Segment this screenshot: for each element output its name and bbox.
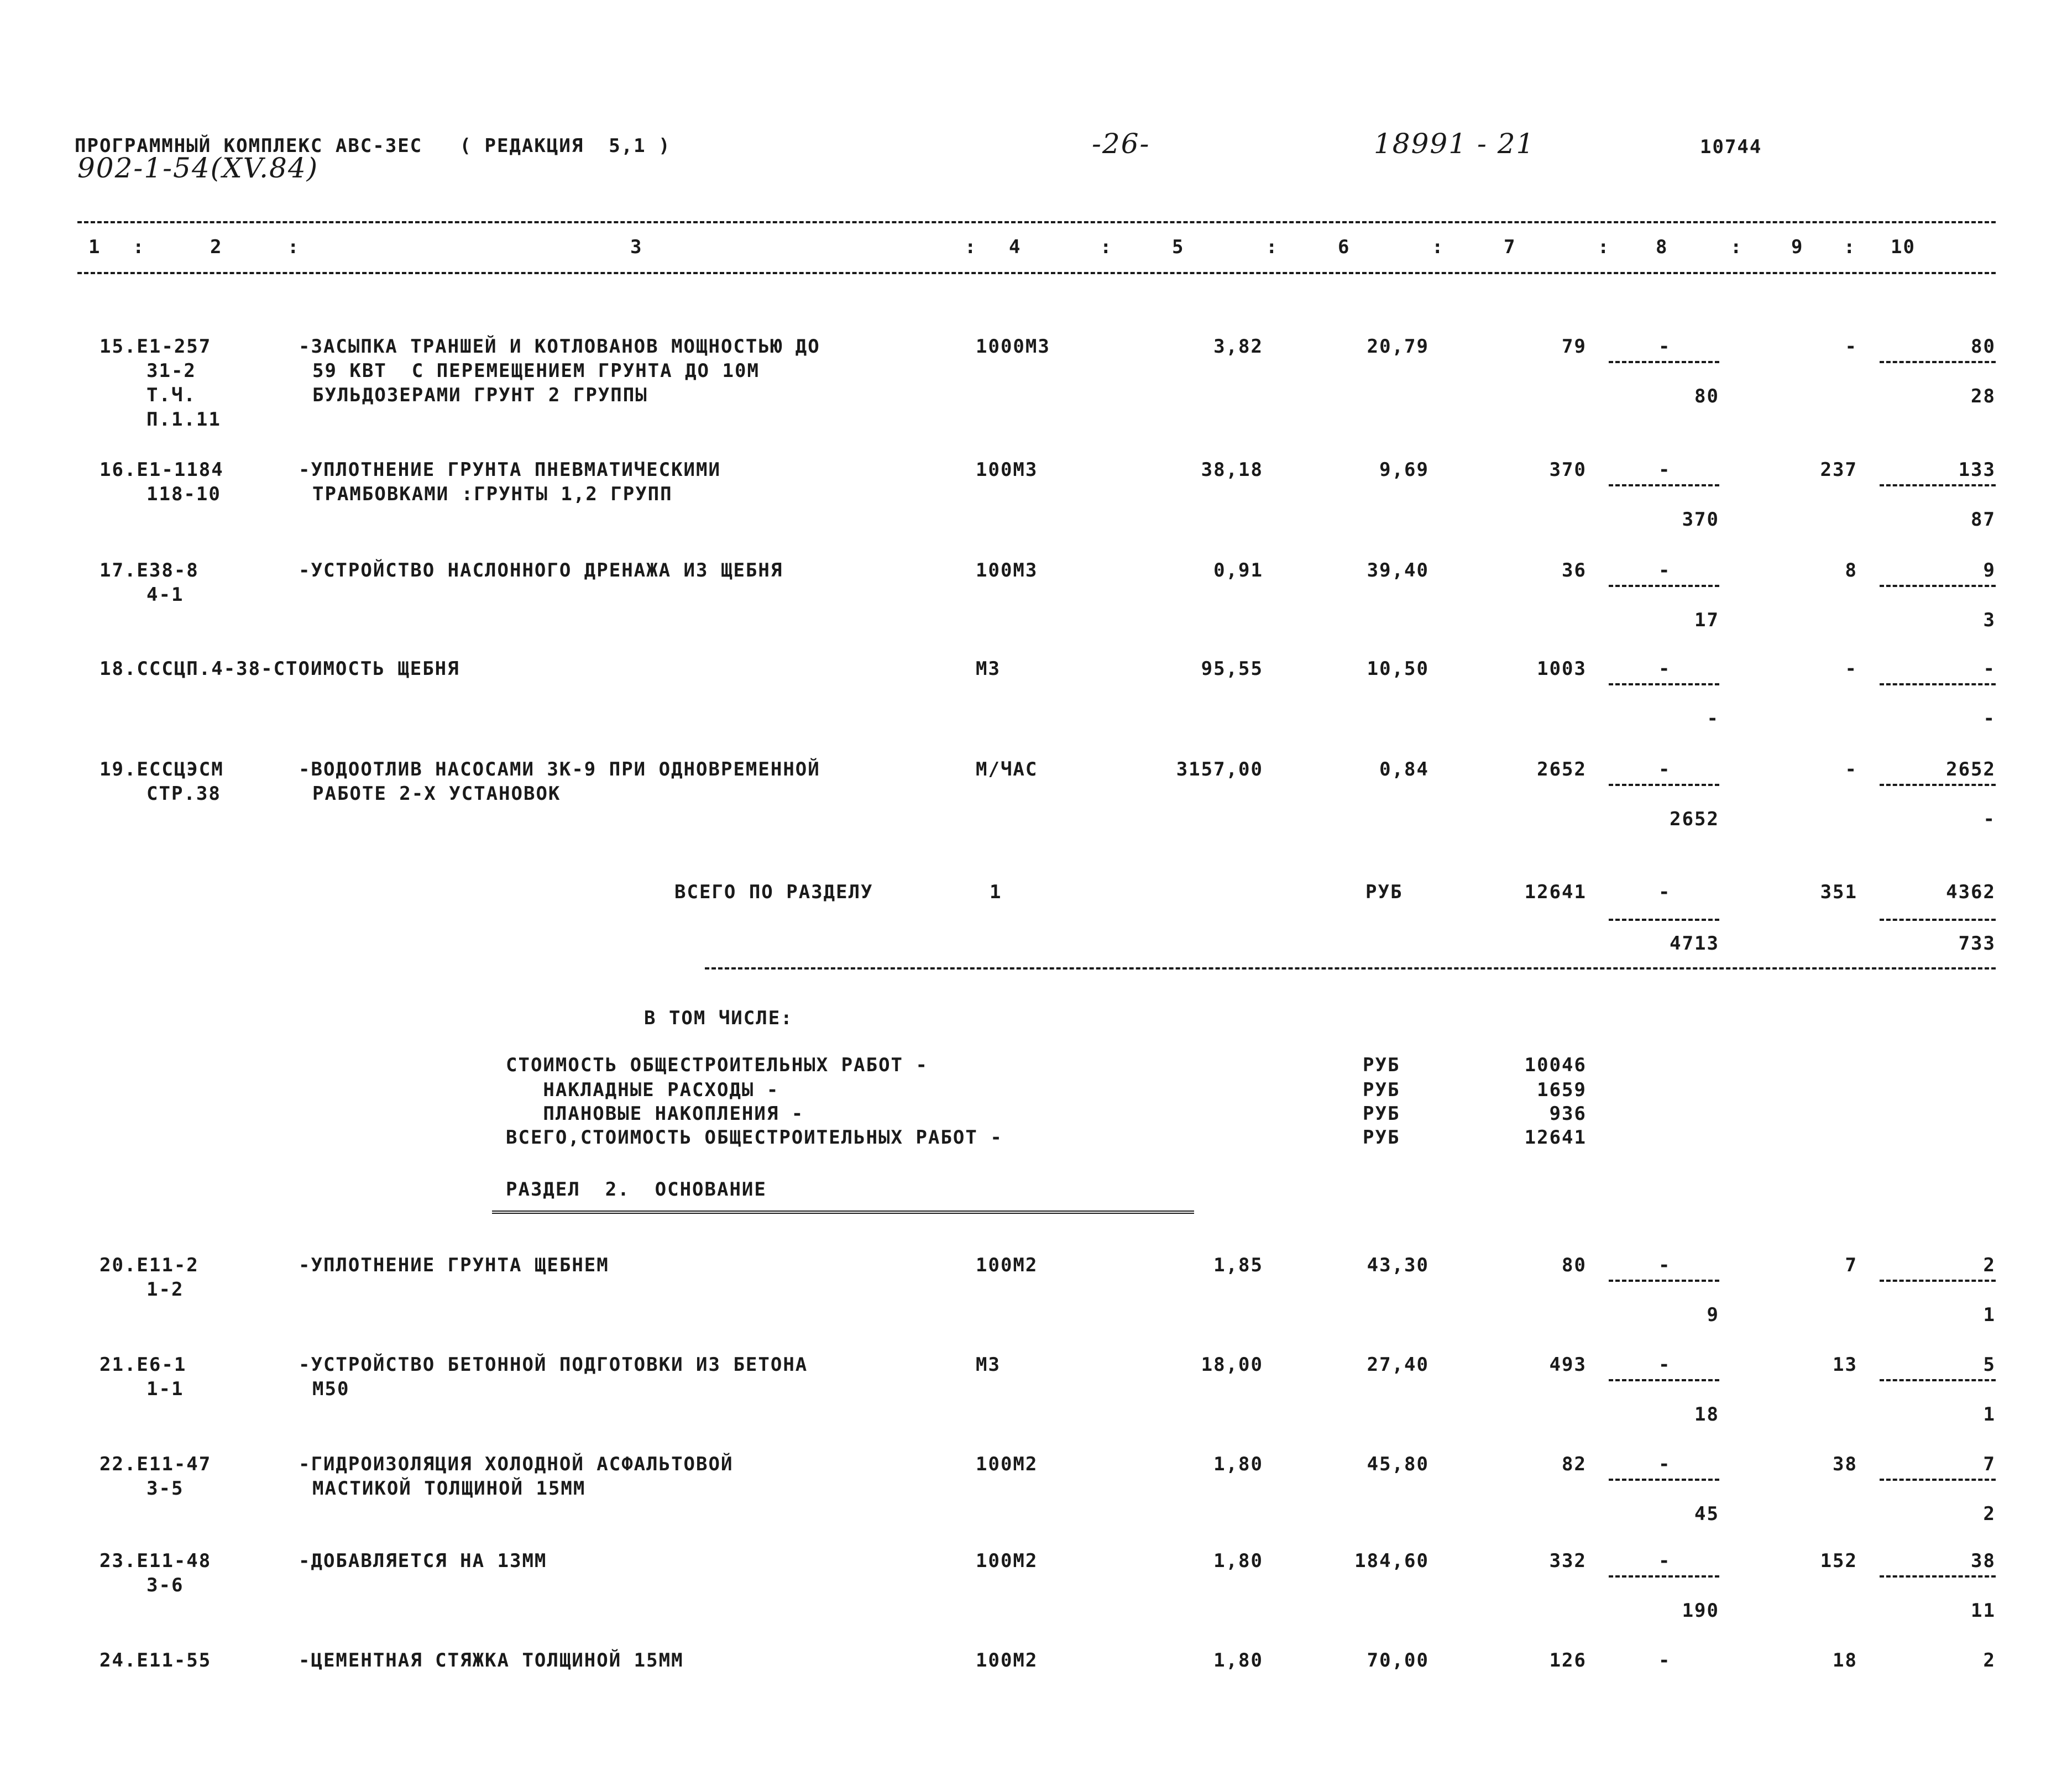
row-unit: 100М3 bbox=[976, 459, 1038, 481]
col-6: 6 bbox=[1338, 236, 1351, 258]
row-col8-sub: 9 bbox=[1707, 1304, 1719, 1326]
row-col10-sub: 87 bbox=[1971, 509, 1996, 531]
including-unit: РУБ bbox=[1363, 1054, 1400, 1076]
row-col8: - bbox=[1658, 1550, 1671, 1572]
col-sep: : bbox=[1844, 236, 1856, 258]
row-col10-rule bbox=[1880, 784, 1996, 786]
including-label: НАКЛАДНЫЕ РАСХОДЫ - bbox=[506, 1079, 779, 1101]
row-price: 184,60 bbox=[1354, 1550, 1429, 1572]
row-col10-sub: - bbox=[1983, 808, 1996, 830]
row-number: 18.СССЦП.4-38-СТОИМОСТЬ ЩЕБНЯ bbox=[100, 658, 460, 680]
row-number: 15.Е1-257 bbox=[100, 336, 212, 358]
col-4: 4 bbox=[1009, 236, 1022, 258]
row-quantity: 0,91 bbox=[1213, 559, 1263, 581]
row-col10: 9 bbox=[1983, 559, 1996, 581]
row-col10-sub: - bbox=[1983, 708, 1996, 730]
row-price: 9,69 bbox=[1379, 459, 1429, 481]
row-price: 45,80 bbox=[1367, 1453, 1429, 1475]
col-10: 10 bbox=[1891, 236, 1916, 258]
row-col10: 2652 bbox=[1946, 758, 1996, 780]
row-col10-sub: 28 bbox=[1971, 385, 1996, 407]
row-price: 10,50 bbox=[1367, 658, 1429, 680]
row-code: 3-6 bbox=[146, 1574, 184, 1596]
row-col8: - bbox=[1658, 336, 1671, 358]
row-price: 20,79 bbox=[1367, 336, 1429, 358]
row-col8-sub: 17 bbox=[1694, 609, 1719, 631]
row-code: СТР.38 bbox=[146, 783, 221, 805]
row-unit: М3 bbox=[976, 1354, 1001, 1376]
row-col9: 8 bbox=[1845, 559, 1857, 581]
row-total: 80 bbox=[1562, 1254, 1587, 1276]
section-total-c10: 4362 bbox=[1946, 881, 1996, 903]
row-price: 0,84 bbox=[1379, 758, 1429, 780]
row-col8-rule bbox=[1609, 784, 1719, 786]
section-total-c9: 351 bbox=[1820, 881, 1857, 903]
row-col8-sub: 45 bbox=[1694, 1503, 1719, 1525]
row-description: МАСТИКОЙ ТОЛЩИНОЙ 15ММ bbox=[312, 1477, 586, 1500]
row-col10-rule bbox=[1880, 1280, 1996, 1282]
row-code: Т.Ч. bbox=[146, 384, 196, 406]
section-total-c8b: 4713 bbox=[1670, 932, 1719, 955]
row-col10-rule bbox=[1880, 361, 1996, 363]
row-quantity: 95,55 bbox=[1201, 658, 1263, 680]
row-unit: М3 bbox=[976, 658, 1001, 680]
row-col8-sub: 370 bbox=[1682, 509, 1719, 531]
col-sep: : bbox=[965, 236, 977, 258]
row-description: 59 КВТ С ПЕРЕМЕЩЕНИЕМ ГРУНТА ДО 10М bbox=[312, 360, 760, 382]
row-number: 20.Е11-2 bbox=[100, 1254, 199, 1276]
row-col8: - bbox=[1658, 559, 1671, 581]
header-rule-bottom bbox=[77, 272, 1996, 274]
row-number: 22.Е11-47 bbox=[100, 1453, 212, 1475]
col-sep: : bbox=[133, 236, 145, 258]
row-description: ТРАМБОВКАМИ :ГРУНТЫ 1,2 ГРУПП bbox=[312, 483, 673, 505]
row-description: М50 bbox=[312, 1378, 350, 1400]
row-description: -ЦЕМЕНТНАЯ СТЯЖКА ТОЛЩИНОЙ 15ММ bbox=[299, 1649, 684, 1672]
row-quantity: 3,82 bbox=[1213, 336, 1263, 358]
col-sep: : bbox=[1598, 236, 1610, 258]
row-code: 118-10 bbox=[146, 483, 221, 505]
row-col10-sub: 1 bbox=[1983, 1304, 1996, 1326]
row-quantity: 1,85 bbox=[1213, 1254, 1263, 1276]
row-col8-sub: - bbox=[1707, 708, 1719, 730]
including-unit: РУБ bbox=[1363, 1103, 1400, 1125]
row-col10: 2 bbox=[1983, 1649, 1996, 1672]
col-sep: : bbox=[1266, 236, 1279, 258]
section-2-title: РАЗДЕЛ 2. ОСНОВАНИЕ bbox=[506, 1178, 767, 1201]
row-number: 24.Е11-55 bbox=[100, 1649, 212, 1672]
row-description: -УПЛОТНЕНИЕ ГРУНТА ПНЕВМАТИЧЕСКИМИ bbox=[299, 459, 721, 481]
row-total: 36 bbox=[1562, 559, 1587, 581]
section-total-unit: РУБ bbox=[1365, 881, 1403, 903]
row-col8-rule bbox=[1609, 484, 1719, 486]
row-total: 79 bbox=[1562, 336, 1587, 358]
row-total: 2652 bbox=[1537, 758, 1587, 780]
row-col8-sub: 2652 bbox=[1670, 808, 1719, 830]
section-total-number: 1 bbox=[990, 881, 1002, 903]
col-9: 9 bbox=[1791, 236, 1804, 258]
row-col10-rule bbox=[1880, 1479, 1996, 1481]
row-col10: 5 bbox=[1983, 1354, 1996, 1376]
row-price: 43,30 bbox=[1367, 1254, 1429, 1276]
including-label: СТОИМОСТЬ ОБЩЕСТРОИТЕЛЬНЫХ РАБОТ - bbox=[506, 1054, 928, 1076]
row-col10-rule bbox=[1880, 1379, 1996, 1381]
col-sep: : bbox=[1730, 236, 1743, 258]
row-col8: - bbox=[1658, 658, 1671, 680]
row-description: БУЛЬДОЗЕРАМИ ГРУНТ 2 ГРУППЫ bbox=[312, 384, 648, 406]
including-value: 1659 bbox=[1537, 1079, 1587, 1101]
row-col10-rule bbox=[1880, 585, 1996, 587]
row-total: 332 bbox=[1549, 1550, 1587, 1572]
including-value: 936 bbox=[1549, 1103, 1587, 1125]
including-unit: РУБ bbox=[1363, 1126, 1400, 1149]
row-total: 1003 bbox=[1537, 658, 1587, 680]
section-total-c10-rule bbox=[1880, 919, 1996, 921]
row-total: 82 bbox=[1562, 1453, 1587, 1475]
row-code: 1-2 bbox=[146, 1278, 184, 1301]
page-number: -26- bbox=[1092, 128, 1150, 160]
row-col10: 38 bbox=[1971, 1550, 1996, 1572]
row-col10-rule bbox=[1880, 484, 1996, 486]
row-col8-sub: 18 bbox=[1694, 1403, 1719, 1426]
row-col8: - bbox=[1658, 1254, 1671, 1276]
row-col10: 2 bbox=[1983, 1254, 1996, 1276]
including-value: 10046 bbox=[1524, 1054, 1587, 1076]
section-total-label: ВСЕГО ПО РАЗДЕЛУ bbox=[674, 881, 873, 903]
row-col10-sub: 2 bbox=[1983, 1503, 1996, 1525]
section-total-c8-rule bbox=[1609, 919, 1719, 921]
section-total-c10b: 733 bbox=[1958, 932, 1996, 955]
row-col8-rule bbox=[1609, 1280, 1719, 1282]
row-col10: - bbox=[1983, 658, 1996, 680]
row-total: 126 bbox=[1549, 1649, 1587, 1672]
col-1: 1 bbox=[88, 236, 101, 258]
row-col10-rule bbox=[1880, 1575, 1996, 1578]
col-2: 2 bbox=[210, 236, 223, 258]
document-code: 10744 bbox=[1700, 136, 1762, 158]
col-7: 7 bbox=[1504, 236, 1516, 258]
row-code: П.1.11 bbox=[146, 408, 221, 431]
row-total: 370 bbox=[1549, 459, 1587, 481]
row-quantity: 18,00 bbox=[1201, 1354, 1263, 1376]
row-price: 70,00 bbox=[1367, 1649, 1429, 1672]
row-number: 21.Е6-1 bbox=[100, 1354, 187, 1376]
row-col9: 38 bbox=[1833, 1453, 1857, 1475]
row-col10-sub: 1 bbox=[1983, 1403, 1996, 1426]
row-unit: 1000М3 bbox=[976, 336, 1050, 358]
project-number: 902-1-54(XV.84) bbox=[77, 152, 319, 184]
row-col10-rule bbox=[1880, 683, 1996, 685]
col-5: 5 bbox=[1172, 236, 1185, 258]
row-code: 4-1 bbox=[146, 584, 184, 606]
row-unit: 100М2 bbox=[976, 1550, 1038, 1572]
col-sep: : bbox=[287, 236, 300, 258]
row-col10-sub: 11 bbox=[1971, 1600, 1996, 1622]
including-unit: РУБ bbox=[1363, 1079, 1400, 1101]
row-col8-sub: 80 bbox=[1694, 385, 1719, 407]
including-title: В ТОМ ЧИСЛЕ: bbox=[644, 1007, 793, 1029]
row-col10-sub: 3 bbox=[1983, 609, 1996, 631]
row-unit: 100М2 bbox=[976, 1649, 1038, 1672]
document-number: 18991 - 21 bbox=[1374, 128, 1535, 160]
row-description: -ВОДООТЛИВ НАСОСАМИ ЗК-9 ПРИ ОДНОВРЕМЕННОЙ bbox=[299, 758, 820, 780]
row-col8-rule bbox=[1609, 683, 1719, 685]
row-description: -ДОБАВЛЯЕТСЯ НА 13ММ bbox=[299, 1550, 547, 1572]
program-title: ПРОГРАММНЫЙ КОМПЛЕКС АВС-3ЕС ( РЕДАКЦИЯ 5,1 ) bbox=[75, 135, 671, 157]
row-code: 1-1 bbox=[146, 1378, 184, 1400]
row-col8-rule bbox=[1609, 1379, 1719, 1381]
row-col8-rule bbox=[1609, 585, 1719, 587]
row-col9: 13 bbox=[1833, 1354, 1857, 1376]
row-col9: - bbox=[1845, 658, 1857, 680]
header-rule-top bbox=[77, 221, 1996, 223]
row-col8-rule bbox=[1609, 1575, 1719, 1578]
row-col8: - bbox=[1658, 758, 1671, 780]
row-col9: - bbox=[1845, 336, 1857, 358]
row-description: -УПЛОТНЕНИЕ ГРУНТА ЩЕБНЕМ bbox=[299, 1254, 609, 1276]
including-label: ПЛАНОВЫЕ НАКОПЛЕНИЯ - bbox=[506, 1103, 804, 1125]
row-col9: 7 bbox=[1845, 1254, 1857, 1276]
row-quantity: 1,80 bbox=[1213, 1453, 1263, 1475]
row-unit: 100М2 bbox=[976, 1453, 1038, 1475]
row-col8-rule bbox=[1609, 1479, 1719, 1481]
row-col9: - bbox=[1845, 758, 1857, 780]
row-col8: - bbox=[1658, 1354, 1671, 1376]
row-quantity: 3157,00 bbox=[1176, 758, 1263, 780]
section-total-rule bbox=[705, 967, 1996, 970]
row-description: -ГИДРОИЗОЛЯЦИЯ ХОЛОДНОЙ АСФАЛЬТОВОЙ bbox=[299, 1453, 734, 1475]
row-quantity: 1,80 bbox=[1213, 1550, 1263, 1572]
row-code: 3-5 bbox=[146, 1477, 184, 1500]
col-sep: : bbox=[1100, 236, 1113, 258]
including-label: ВСЕГО,СТОИМОСТЬ ОБЩЕСТРОИТЕЛЬНЫХ РАБОТ - bbox=[506, 1126, 1003, 1149]
row-col10: 80 bbox=[1971, 336, 1996, 358]
section-total-c8: - bbox=[1658, 881, 1671, 903]
row-col8: - bbox=[1658, 1453, 1671, 1475]
row-quantity: 38,18 bbox=[1201, 459, 1263, 481]
row-number: 17.Е38-8 bbox=[100, 559, 199, 581]
row-number: 16.Е1-1184 bbox=[100, 459, 224, 481]
row-quantity: 1,80 bbox=[1213, 1649, 1263, 1672]
col-8: 8 bbox=[1656, 236, 1668, 258]
row-col10: 133 bbox=[1958, 459, 1996, 481]
row-col8-rule bbox=[1609, 361, 1719, 363]
row-col10: 7 bbox=[1983, 1453, 1996, 1475]
row-price: 39,40 bbox=[1367, 559, 1429, 581]
section-2-underline bbox=[492, 1211, 1194, 1214]
row-unit: 100М2 bbox=[976, 1254, 1038, 1276]
row-col9: 18 bbox=[1833, 1649, 1857, 1672]
row-total: 493 bbox=[1549, 1354, 1587, 1376]
col-3: 3 bbox=[630, 236, 643, 258]
row-col8-sub: 190 bbox=[1682, 1600, 1719, 1622]
row-description: РАБОТЕ 2-Х УСТАНОВОК bbox=[312, 783, 561, 805]
row-unit: М/ЧАС bbox=[976, 758, 1038, 780]
row-number: 23.Е11-48 bbox=[100, 1550, 212, 1572]
row-description: -ЗАСЫПКА ТРАНШЕЙ И КОТЛОВАНОВ МОЩНОСТЬЮ ДО bbox=[299, 336, 820, 358]
col-sep: : bbox=[1432, 236, 1445, 258]
row-unit: 100М3 bbox=[976, 559, 1038, 581]
row-number: 19.ЕССЦЭСМ bbox=[100, 758, 224, 780]
row-code: 31-2 bbox=[146, 360, 196, 382]
section-total-value: 12641 bbox=[1524, 881, 1587, 903]
row-description: -УСТРОЙСТВО НАСЛОННОГО ДРЕНАЖА ИЗ ЩЕБНЯ bbox=[299, 559, 783, 581]
row-col8: - bbox=[1658, 459, 1671, 481]
row-col9: 237 bbox=[1820, 459, 1857, 481]
row-description: -УСТРОЙСТВО БЕТОННОЙ ПОДГОТОВКИ ИЗ БЕТОНА bbox=[299, 1354, 808, 1376]
including-value: 12641 bbox=[1524, 1126, 1587, 1149]
row-price: 27,40 bbox=[1367, 1354, 1429, 1376]
row-col9: 152 bbox=[1820, 1550, 1857, 1572]
row-col8: - bbox=[1658, 1649, 1671, 1672]
